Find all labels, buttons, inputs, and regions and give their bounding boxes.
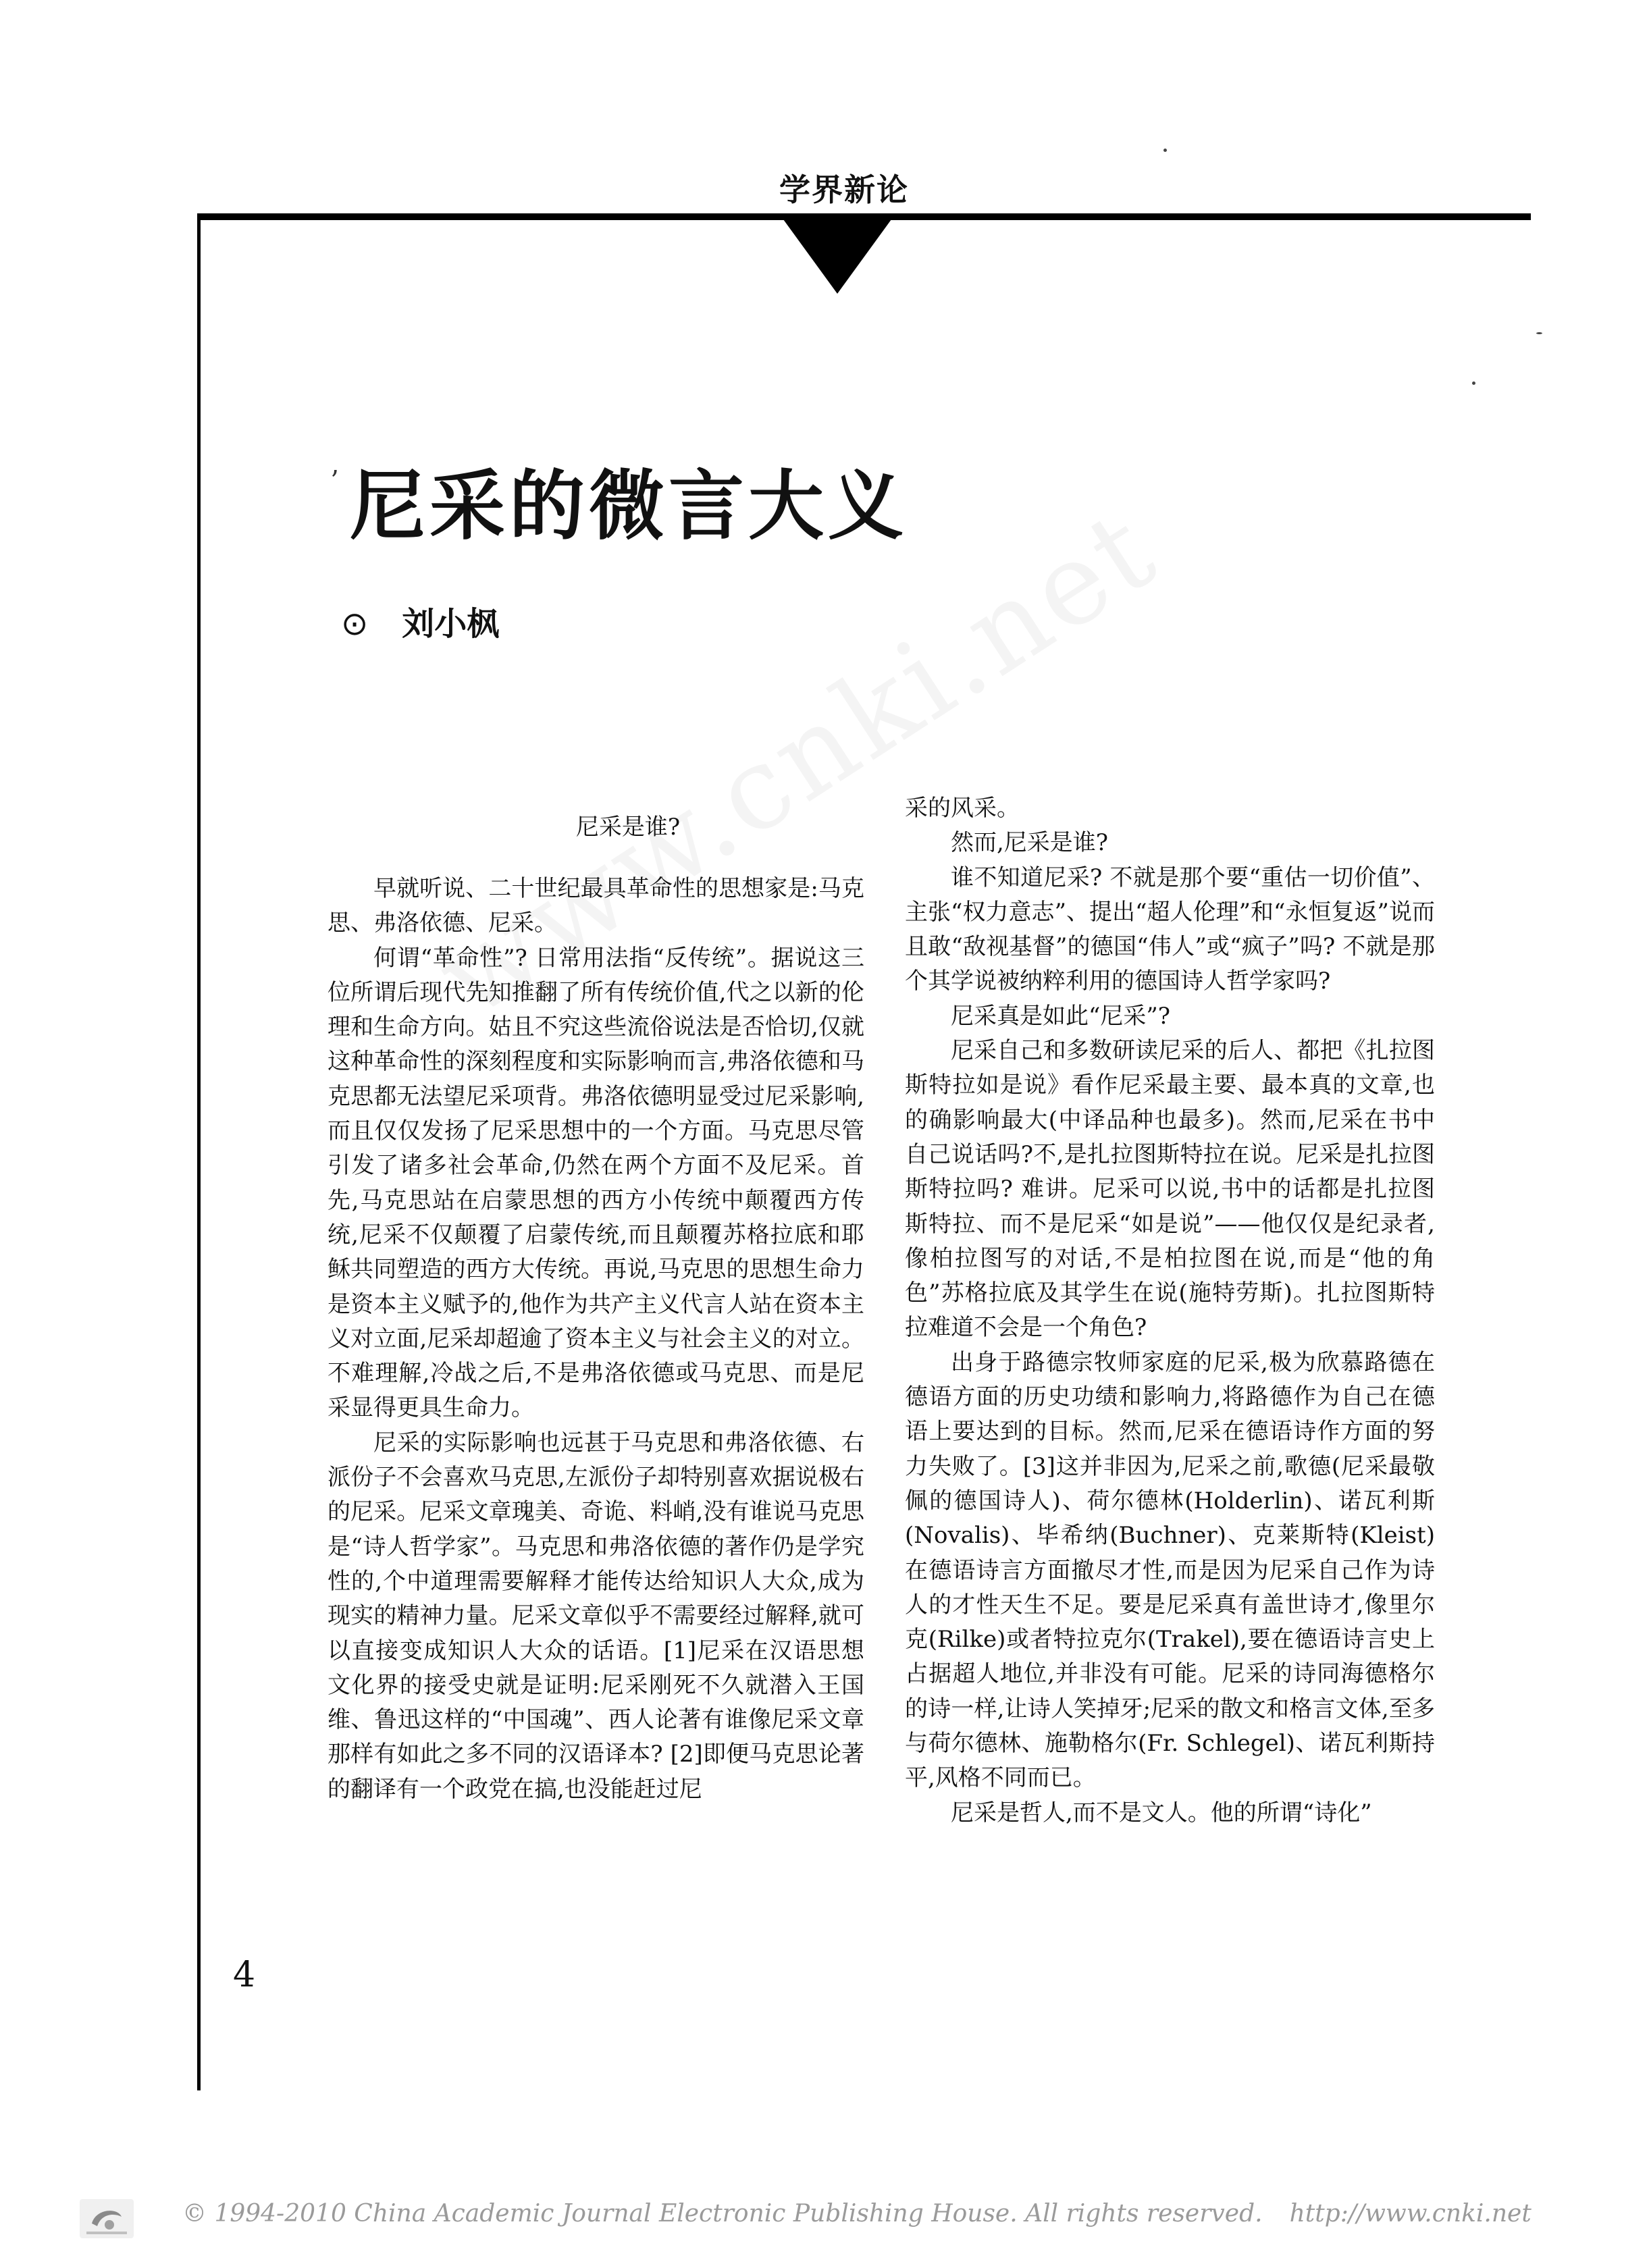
cnki-logo-icon — [80, 2199, 134, 2238]
paragraph: 谁不知道尼采? 不就是那个要“重估一切价值”、主张“权力意志”、提出“超人伦理”和“永恒复返”说而且敢“敌视基督”的德国“伟人”或“疯子”吗? 不就是那个其学说被纳粹利用的德国诗人哲学家吗? — [905, 864, 1435, 995]
scan-speck — [1163, 149, 1167, 152]
footer-copyright: © 1994-2010 China Academic Journal Electronic Publishing House. All rights reserved. — [182, 2200, 1263, 2227]
paragraph: 尼采是哲人,而不是文人。他的所谓“诗化” — [951, 1799, 1372, 1826]
scan-speck — [1536, 332, 1542, 334]
paragraph: 尼采自己和多数研读尼采的后人、都把《扎拉图斯特拉如是说》看作尼采最主要、最本真的文章,也的确影响最大(中译品种也最多)。然而,尼采在书中自己说话吗?不,是扎拉图斯特拉在说。尼采是扎拉图斯特拉吗? 难讲。尼采可以说,书中的话都是扎拉图斯特拉、而不是尼采“如是说”——他仅仅是纪录者,像柏拉图写的对话,不是柏拉图在说,而是“他的角色”苏格拉底及其学生在说(施特劳斯)。扎拉图斯特拉难道不会是一个角色? — [905, 1037, 1435, 1342]
right-column — [905, 791, 1435, 1830]
author-line — [341, 598, 499, 644]
header-triangle-icon — [783, 219, 891, 294]
scan-speck — [1472, 381, 1475, 385]
section-heading: 尼采是谁? — [575, 814, 681, 841]
author-marker-icon: ⊙ — [341, 605, 369, 643]
section-label: 学界新论 — [779, 172, 909, 208]
print-mark: ʼ — [330, 466, 338, 497]
left-margin-rule — [197, 213, 201, 2090]
left-column — [328, 810, 864, 1807]
paragraph: 早就听说、二十世纪最具革命性的思想家是:马克思、弗洛依德、尼采。 — [328, 875, 864, 937]
author-name: 刘小枫 — [402, 605, 500, 643]
paragraph: 出身于路德宗牧师家庭的尼采,极为欣慕路德在德语方面的历史功绩和影响力,将路德作为自己在德语上要达到的目标。然而,尼采在德语诗作方面的努力失败了。[3]这并非因为,尼采之前,歌德(尼采最敬佩的德国诗人)、荷尔德林(Holderlin)、诺瓦利斯(Novalis)、毕希纳(Buchner)、克莱斯特(Kleist)在德语诗言方面撤尽才性,而是因为尼采自己作为诗人的才性天生不足。要是尼采真有盖世诗才,像里尔克(Rilke)或者特拉克尔(Trakel),要在德语诗言史上占据超人地位,并非没有可能。尼采的诗同海德格尔的诗一样,让诗人笑掉牙;尼采的散文和格言文体,至多与荷尔德林、施勒格尔(Fr. Schlegel)、诺瓦利斯持平,风格不同而已。 — [905, 1348, 1435, 1792]
paragraph: 然而,尼采是谁? — [951, 829, 1109, 857]
footer-link[interactable]: http://www.cnki.net — [1289, 2200, 1532, 2227]
footer-copyright-line — [182, 2200, 1532, 2227]
page-number: 4 — [233, 1955, 256, 1995]
paragraph: 尼采的实际影响也远甚于马克思和弗洛依德、右派份子不会喜欢马克思,左派份子却特别喜欢据说极右的尼采。尼采文章瑰美、奇诡、料峭,没有谁说马克思是“诗人哲学家”。马克思和弗洛依德的著作仍是学究性的,个中道理需要解释才能传达给知识人大众,成为现实的精神力量。尼采文章似乎不需要经过解释,就可以直接变成知识人大众的话语。[1]尼采在汉语思想文化界的接受史就是证明:尼采刚死不久就潜入王国维、鲁迅这样的“中国魂”、西人论著有谁像尼采文章那样有如此之多不同的汉语译本? [2]即便马克思论著的翻译有一个政党在搞,也没能赶过尼 — [328, 1429, 864, 1803]
article-title: 尼采的微言大义 — [350, 463, 908, 550]
paragraph: 采的风采。 — [905, 795, 1020, 822]
paragraph: 何谓“革命性”? 日常用法指“反传统”。据说这三位所谓后现代先知推翻了所有传统价值,代之以新的伦理和生命方向。姑且不究这些流俗说法是否恰切,仅就这种革命性的深刻程度和实际影响而言,弗洛依德和马克思都无法望尼采项背。弗洛依德明显受过尼采影响,而且仅仅发扬了尼采思想中的一个方面。马克思尽管引发了诸多社会革命,仍然在两个方面不及尼采。首先,马克思站在启蒙思想的西方小传统中颠覆西方传统,尼采不仅颠覆了启蒙传统,而且颠覆苏格拉底和耶稣共同塑造的西方大传统。再说,马克思的思想生命力是资本主义赋予的,他作为共产主义代言人站在资本主义对立面,尼采却超逾了资本主义与社会主义的对立。不难理解,冷战之后,不是弗洛依德或马克思、而是尼采显得更具生命力。 — [328, 944, 864, 1422]
paragraph: 尼采真是如此“尼采”? — [951, 1002, 1170, 1030]
